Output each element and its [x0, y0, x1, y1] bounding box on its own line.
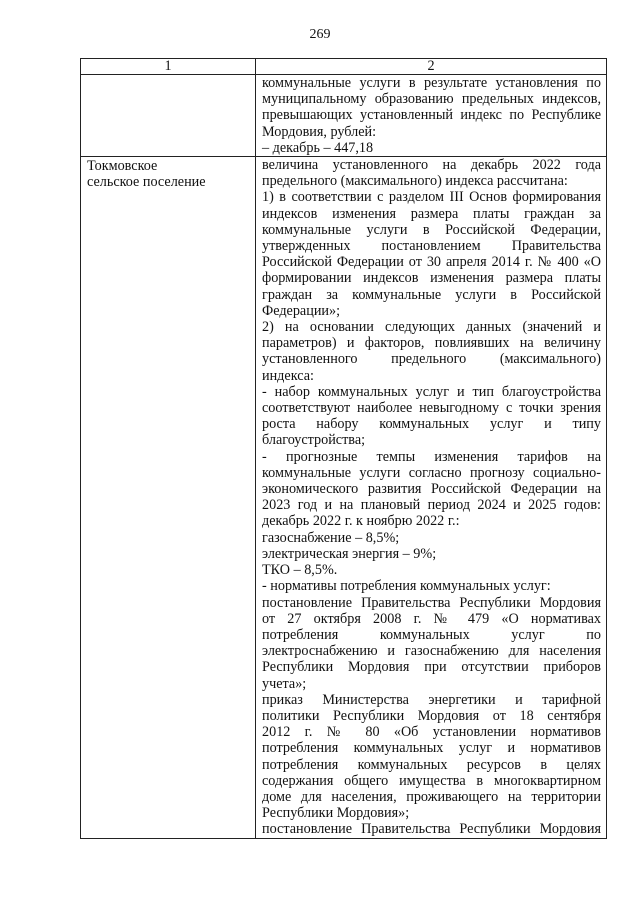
text-line: постановление Правительства Республики Мордовия	[262, 821, 601, 838]
text-line: муниципальному образованию предельных индексов,	[262, 91, 601, 108]
text-line: Мордовия, рублей:	[262, 123, 377, 140]
text-line: благоустройства;	[262, 432, 366, 449]
text-line: формировании индексов изменения размера платы	[262, 270, 601, 287]
table-row	[81, 157, 607, 839]
text-line: - набор коммунальных услуг и тип благоустройства	[262, 383, 601, 400]
text-line: электроснабжению и газоснабжению для населения	[262, 643, 601, 660]
text-line: величина установленного на декабрь 2022 года	[262, 157, 601, 174]
page-number: 269	[309, 27, 331, 42]
text-line: от 27 октября 2008 г. № 479 «О нормативах	[262, 610, 601, 627]
text-line: Республики Мордовия при отсутствии приборов	[262, 659, 601, 676]
text-line: ТКО – 8,5%.	[262, 562, 338, 579]
text-line: потребления коммунальных услуг и нормативов	[262, 740, 601, 757]
text-line: Республики Мордовия»;	[262, 805, 410, 822]
text-line: 2023 год и на плановый период 2024 и 2025 годов:	[262, 497, 601, 514]
text-line: постановление Правительства Республики Мордовия	[262, 594, 601, 611]
text-line: потребления коммунальных ресурсов в целях	[262, 756, 601, 773]
text-line: соответствуют наиболее невыгодному с точки зрения	[262, 400, 601, 417]
text-line: коммунальные услуги согласно прогнозу социально-	[262, 464, 601, 481]
text-line: Российской Федерации от 30 апреля 2014 г. № 400 «О	[262, 254, 601, 271]
text-line: приказ Министерства энергетики и тарифной	[262, 691, 601, 708]
text-line: газоснабжение – 8,5%;	[262, 529, 400, 546]
description-text	[262, 75, 601, 156]
column-header-1: 1	[81, 59, 256, 75]
text-line: декабрь 2022 г. к ноябрю 2022 г.:	[262, 513, 460, 530]
text-line: - прогнозные темпы изменения тарифов на	[262, 448, 601, 465]
text-line: учета»;	[262, 675, 307, 692]
text-line: индексов изменения размера платы граждан за	[262, 205, 601, 222]
text-line: политики Республики Мордовия от 18 сентября	[262, 707, 601, 724]
table-header-row	[81, 59, 607, 75]
text-line: граждан за коммунальные услуги в Российской	[262, 286, 601, 303]
municipality-cell	[81, 157, 256, 839]
description-cell	[256, 75, 607, 157]
municipality-name-line: сельское поселение	[87, 174, 206, 191]
text-line: электрическая энергия – 9%;	[262, 545, 437, 562]
municipality-name	[87, 157, 250, 190]
text-line: утвержденных постановлением Правительства	[262, 238, 601, 255]
column-header-2: 2	[256, 59, 607, 75]
municipality-name-line: Токмовское	[87, 158, 158, 175]
text-line: предельного (максимального) индекса рассчитана:	[262, 173, 568, 190]
text-line: 2012 г. № 80 «Об установлении нормативов	[262, 724, 601, 741]
text-line: доме для населения, проживающего на территории	[262, 788, 601, 805]
text-line: содержания общего имущества в многоквартирном	[262, 772, 601, 789]
text-line: коммунальные услуги в Российской Федерации,	[262, 221, 601, 238]
description-text	[262, 157, 601, 838]
text-line: - нормативы потребления коммунальных услуг:	[262, 578, 551, 595]
text-line: роста набору коммунальных услуг и типу	[262, 416, 601, 433]
tariff-index-table	[80, 58, 607, 839]
text-line: Федерации»;	[262, 302, 341, 319]
text-line: коммунальные услуги в результате установления по	[262, 75, 601, 91]
municipality-cell	[81, 75, 256, 157]
text-line: индекса:	[262, 367, 314, 384]
text-line: 1) в соответствии с разделом III Основ формирования	[262, 189, 601, 206]
text-line: – декабрь – 447,18	[262, 139, 374, 156]
text-line: параметров) и факторов, повлиявших на величину	[262, 335, 601, 352]
table-row	[81, 75, 607, 157]
text-line: экономического развития Российской Федерации на	[262, 481, 601, 498]
text-line: потребления коммунальных услуг по	[262, 626, 601, 643]
text-line: превышающих установленный индекс по Республике	[262, 107, 601, 124]
description-cell	[256, 157, 607, 839]
text-line: 2) на основании следующих данных (значений и	[262, 319, 601, 336]
text-line: установленного предельного (максимального)	[262, 351, 601, 368]
